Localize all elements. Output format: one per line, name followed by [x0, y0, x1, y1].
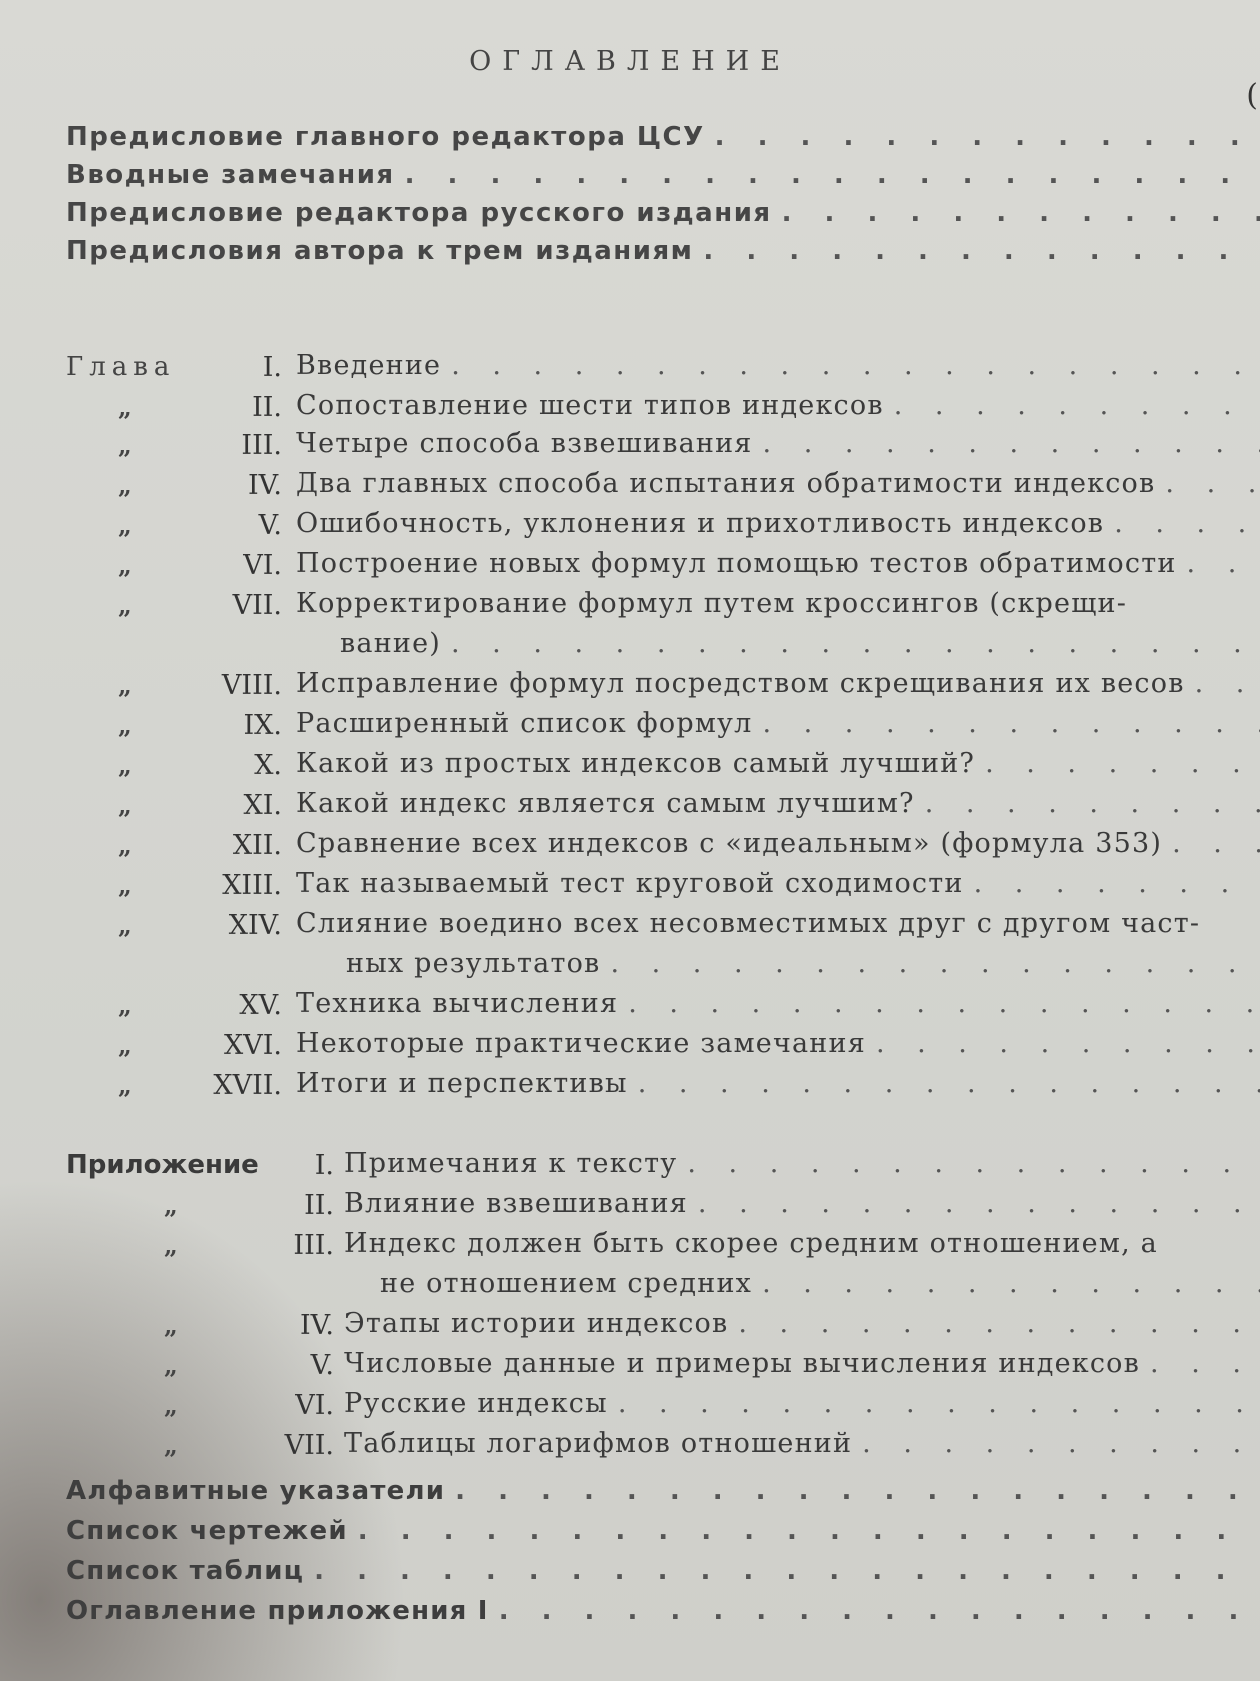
appendix-number: II. [304, 1190, 334, 1221]
toc-entry-chapter [296, 350, 1260, 388]
ditto-mark: „ [118, 791, 132, 820]
leader-dots [985, 748, 1260, 779]
leader-dots [618, 1388, 1260, 1419]
chapter-number: I. [262, 352, 282, 383]
toc-entry-appendix [344, 1348, 1260, 1386]
leader-dots [862, 1428, 1260, 1459]
leader-dots [1195, 668, 1260, 699]
chapter-number: XIV. [228, 910, 282, 941]
toc-entry-appendix [344, 1308, 1260, 1346]
toc-entry-continuation [340, 628, 1260, 666]
leader-dots [715, 122, 1260, 152]
toc-entry-front [66, 122, 1260, 160]
ditto-mark: „ [118, 511, 132, 540]
toc-entry-title: Этапы истории индексов [344, 1308, 729, 1339]
leader-dots [974, 868, 1260, 899]
toc-entry-title: Исправление формул посредством скрещивания их весов [296, 668, 1185, 699]
toc-entry-chapter [296, 468, 1260, 506]
ditto-mark: „ [118, 911, 132, 940]
leader-dots [687, 1148, 1260, 1179]
toc-entry-title: Техника вычисления [296, 988, 619, 1019]
toc-entry-title: Сравнение всех индексов с «идеальным» (формула 353) [296, 828, 1163, 859]
leader-dots [499, 1596, 1260, 1626]
ditto-mark: „ [164, 1431, 178, 1460]
leader-dots [314, 1556, 1260, 1586]
chapter-number: V. [258, 510, 282, 541]
toc-entry-title-continued: ных результатов [346, 948, 601, 979]
ditto-mark: „ [118, 1031, 132, 1060]
ditto-mark: „ [118, 431, 132, 460]
toc-entry-title: Числовые данные и примеры вычисления индексов [344, 1348, 1141, 1379]
toc-entry-chapter [296, 428, 1260, 466]
appendix-number: VI. [295, 1390, 334, 1421]
leader-dots [628, 988, 1260, 1019]
toc-entry-title: Расширенный список формул [296, 708, 753, 739]
toc-entry-title: Предисловие редактора русского издания [66, 198, 772, 228]
toc-entry-title: Сопоставление шести типов индексов [296, 390, 884, 421]
toc-entry-appendix [344, 1428, 1260, 1466]
toc-entry-title: Четыре способа взвешивания [296, 428, 753, 459]
toc-entry-title: Список таблиц [66, 1556, 305, 1586]
ditto-mark: „ [118, 711, 132, 740]
appendix-number: I. [314, 1150, 334, 1181]
toc-entry-title: Какой из простых индексов самый лучший? [296, 748, 976, 779]
leader-dots [1172, 828, 1260, 859]
leader-dots [405, 160, 1260, 190]
chapter-number: XII. [232, 830, 282, 861]
toc-entry-back [66, 1476, 1260, 1514]
leader-dots [762, 708, 1260, 739]
ditto-mark: „ [118, 471, 132, 500]
leader-dots [762, 1268, 1260, 1299]
leader-dots [894, 390, 1260, 421]
chapter-number: VIII. [221, 670, 282, 701]
leader-dots [763, 428, 1260, 459]
toc-entry-title: Так называемый тест круговой сходимости [296, 868, 964, 899]
toc-entry-title: Таблицы логарифмов отношений [344, 1428, 853, 1459]
toc-entry-back [66, 1596, 1260, 1634]
ditto-mark: „ [118, 831, 132, 860]
chapter-number: III. [241, 430, 282, 461]
ditto-mark: „ [118, 871, 132, 900]
chapter-number: XVII. [213, 1070, 282, 1101]
toc-entry-title: Вводные замечания [66, 160, 395, 190]
ditto-mark: „ [164, 1351, 178, 1380]
toc-entry-back [66, 1556, 1260, 1594]
toc-entry-appendix [344, 1188, 1260, 1226]
toc-entry-appendix [344, 1148, 1260, 1186]
toc-entry-chapter [296, 908, 1260, 946]
toc-entry-title: Предисловия автора к трем изданиям [66, 236, 694, 266]
appendix-number: V. [310, 1350, 334, 1381]
leader-dots [782, 198, 1260, 228]
chapter-number: XV. [239, 990, 282, 1021]
toc-entry-title: Ошибочность, уклонения и прихотливость индексов [296, 508, 1105, 539]
chapter-number: VI. [243, 550, 282, 581]
toc-entry-chapter [296, 588, 1260, 626]
toc-entry-appendix [344, 1228, 1260, 1266]
toc-entry-title: Алфавитные указатели [66, 1476, 446, 1506]
chapter-number: VII. [232, 590, 282, 621]
toc-entry-back [66, 1516, 1260, 1554]
ditto-mark: „ [118, 591, 132, 620]
ditto-mark: „ [164, 1191, 178, 1220]
appendix-number: VII. [284, 1430, 334, 1461]
toc-entry-front [66, 198, 1260, 236]
toc-entry-chapter [296, 1068, 1260, 1106]
chapter-number: IX. [243, 710, 282, 741]
leader-dots [738, 1308, 1260, 1339]
toc-entry-chapter [296, 508, 1260, 546]
leader-dots [455, 1476, 1260, 1506]
toc-entry-title: Русские индексы [344, 1388, 608, 1419]
toc-entry-chapter [296, 548, 1260, 586]
toc-entry-chapter [296, 788, 1260, 826]
ditto-mark: „ [164, 1311, 178, 1340]
toc-entry-title: Оглавление приложения I [66, 1596, 489, 1626]
toc-entry-title: Предисловие главного редактора ЦСУ [66, 122, 705, 152]
toc-entry-continuation [380, 1268, 1260, 1306]
chapter-number: II. [252, 392, 282, 423]
leader-dots [638, 1068, 1260, 1099]
toc-entry-title: Построение новых формул помощью тестов обратимости [296, 548, 1177, 579]
chapter-number: XVI. [224, 1030, 282, 1061]
toc-entry-chapter [296, 390, 1260, 428]
toc-entry-title: Некоторые практические замечания [296, 1028, 866, 1059]
toc-entry-title: Влияние взвешивания [344, 1188, 688, 1219]
appendix-number: IV. [299, 1310, 334, 1341]
toc-entry-continuation [346, 948, 1260, 986]
leader-dots [698, 1188, 1260, 1219]
toc-entry-title: Примечания к тексту [344, 1148, 678, 1179]
chapter-word: Глава [66, 352, 176, 382]
ditto-mark: „ [118, 551, 132, 580]
appendix-number: III. [293, 1230, 334, 1261]
toc-entry-chapter [296, 828, 1260, 866]
toc-entry-title: Итоги и перспективы [296, 1068, 628, 1099]
toc-entry-title: Корректирование формул путем кроссингов (скрещи- [296, 588, 1128, 619]
leader-dots [1114, 508, 1260, 539]
ditto-mark: „ [118, 671, 132, 700]
toc-entry-title: Какой индекс является самым лучшим? [296, 788, 915, 819]
toc-entry-title-continued: не отношением средних [380, 1268, 753, 1299]
ditto-mark: „ [118, 991, 132, 1020]
leader-dots [610, 948, 1260, 979]
appendix-word: Приложение [66, 1150, 259, 1180]
toc-entry-title: Список чертежей [66, 1516, 348, 1546]
ditto-mark: „ [164, 1391, 178, 1420]
ditto-mark: „ [118, 751, 132, 780]
chapter-number: X. [254, 750, 282, 781]
toc-entry-front [66, 236, 1260, 274]
leader-dots [876, 1028, 1260, 1059]
ditto-mark: „ [118, 393, 132, 422]
toc-entry-title: Индекс должен быть скорее средним отношением, а [344, 1228, 1158, 1259]
leader-dots [451, 350, 1260, 381]
toc-heading: ОГЛАВЛЕНИЕ [469, 46, 791, 77]
toc-entry-chapter [296, 748, 1260, 786]
leader-dots [1165, 468, 1260, 499]
leader-dots [925, 788, 1260, 819]
toc-entry-title-continued: вание) [340, 628, 442, 659]
page-edge-mark: ( [1246, 78, 1258, 113]
toc-entry-chapter [296, 708, 1260, 746]
toc-entry-front [66, 160, 1260, 198]
leader-dots [703, 236, 1260, 266]
chapter-number: IV. [247, 470, 282, 501]
toc-entry-chapter [296, 868, 1260, 906]
toc-entry-title: Введение [296, 350, 442, 381]
leader-dots [1150, 1348, 1260, 1379]
ditto-mark: „ [118, 1071, 132, 1100]
chapter-number: XI. [243, 790, 282, 821]
toc-entry-title: Слияние воедино всех несовместимых друг с другом част- [296, 908, 1201, 939]
toc-entry-chapter [296, 1028, 1260, 1066]
toc-entry-chapter [296, 668, 1260, 706]
chapter-number: XIII. [222, 870, 282, 901]
leader-dots [1187, 548, 1260, 579]
ditto-mark: „ [164, 1231, 178, 1260]
leader-dots [451, 628, 1260, 659]
toc-entry-chapter [296, 988, 1260, 1026]
toc-entry-appendix [344, 1388, 1260, 1426]
toc-entry-title: Два главных способа испытания обратимости индексов [296, 468, 1156, 499]
leader-dots [358, 1516, 1260, 1546]
